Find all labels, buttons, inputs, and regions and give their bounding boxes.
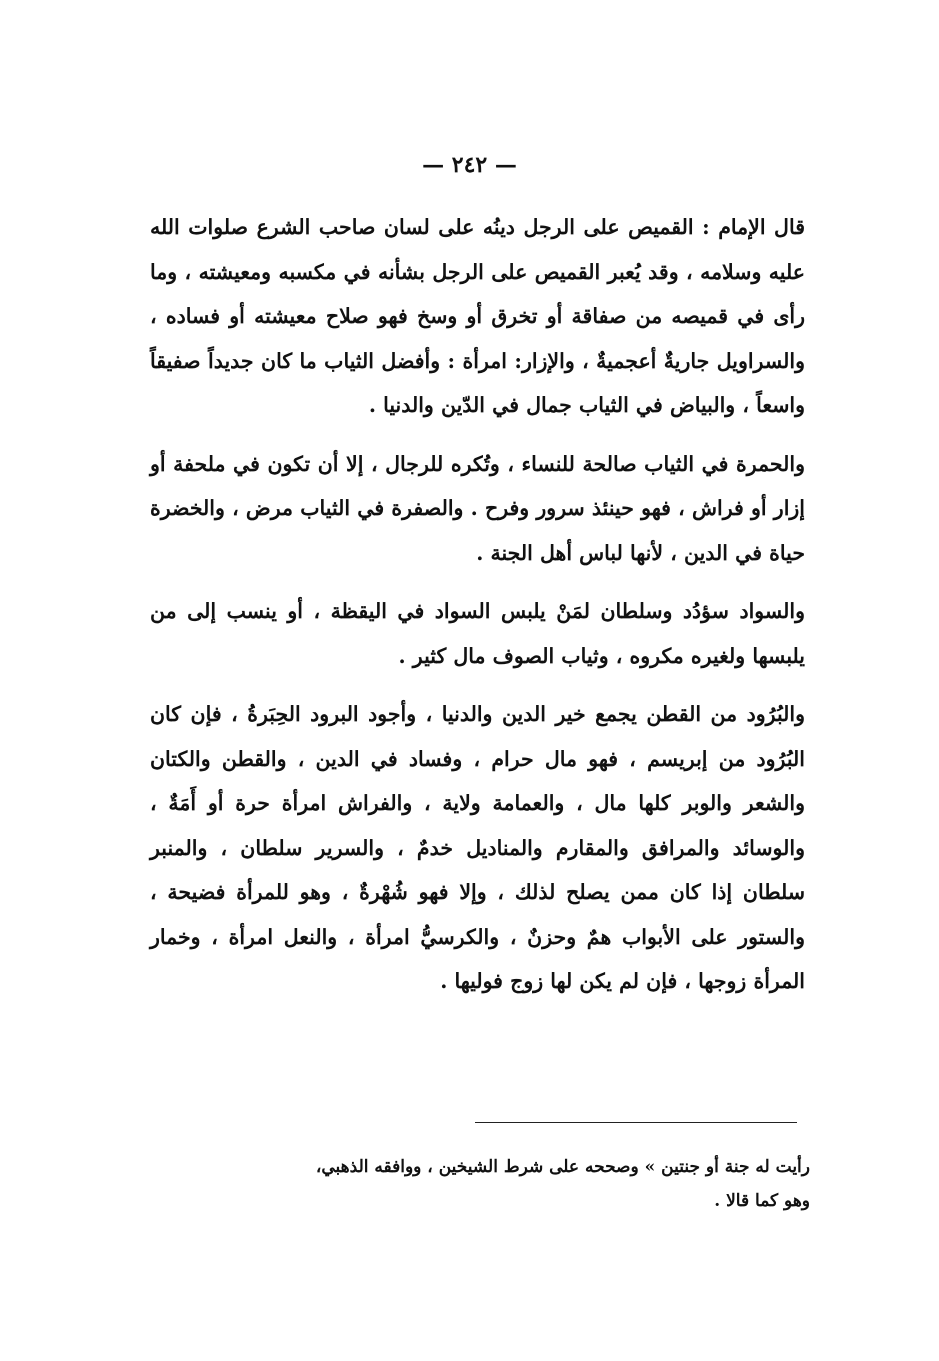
paragraph-garments-furnishings: والبُرُود من القطن يجمع خير الدين والدنيا ، وأجود البرود الحِبَرةُ ، فإن كان البُرُود من إبريسم ، فهو مال حرام ، وفساد في الدين ، والقطن والكتان والشعر والوبر كلها مال ، والعمامة ولاية ، والفراش امرأة حرة أو أَمَةٌ ، والوسائد والمرافق والمقارم والمناديل خدمٌ ، والسرير سلطان ، والمنبر سلطان إذا كان ممن يصلح لذلك ، وإلا فهو شُهْرةٌ ، وهو للمرأة فضيحة ، والستور على الأبواب همٌ وحزنٌ ، والكرسيُّ امرأة ، والنعل امرأة ، وخمار المرأة زوجها ، فإن لم يكن لها زوج فوليها . [150, 702, 805, 993]
paragraph-clothing-colors: والحمرة في الثياب صالحة للنساء ، وتُكره للرجال ، إلا أن تكون في ملحفة أو إزار أو فراش ، فهو حينئذ سرور وفرح . والصفرة في الثياب مرض ، والخضرة حياة في الدين ، لأنها لباس أهل الجنة . [150, 451, 805, 565]
footnote [150, 1150, 810, 1218]
page-number: — ٢٤٢ — [422, 152, 517, 178]
footnote-line: وهو كما قالا . [714, 1191, 810, 1211]
paragraph-clothing-shirt: قال الإمام : القميص على الرجل دينُه على لسان صاحب الشرع صلوات الله عليه وسلامه ، وقد يُعبر القميص على الرجل بشأنه في مكسبه ومعيشته ، وما رأى في قميصه من صفاقة أو تخرق أو وسخ فهو صلاح معيشته أو فساده ، والسراويل جاريةٌ أعجميةٌ ، والإزار: امرأة : وأفضل الثياب ما كان جديداً صفيقاً واسعاً ، والبياض في الثياب جمال في الدّين والدنيا . [150, 215, 805, 417]
paragraph-black-clothing: والسواد سؤدُد وسلطان لمَنْ يلبس السواد في اليقظة ، أو ينسب إلى من يلبسها ولغيره مكروه ، وثياب الصوف مال كثير . [150, 599, 805, 668]
footnote-line: رأيت له جنة أو جنتين » وصححه على شرط الشيخين ، ووافقه الذهبي، [315, 1157, 810, 1177]
main-text [150, 205, 805, 1018]
footnote-divider [475, 1122, 797, 1123]
